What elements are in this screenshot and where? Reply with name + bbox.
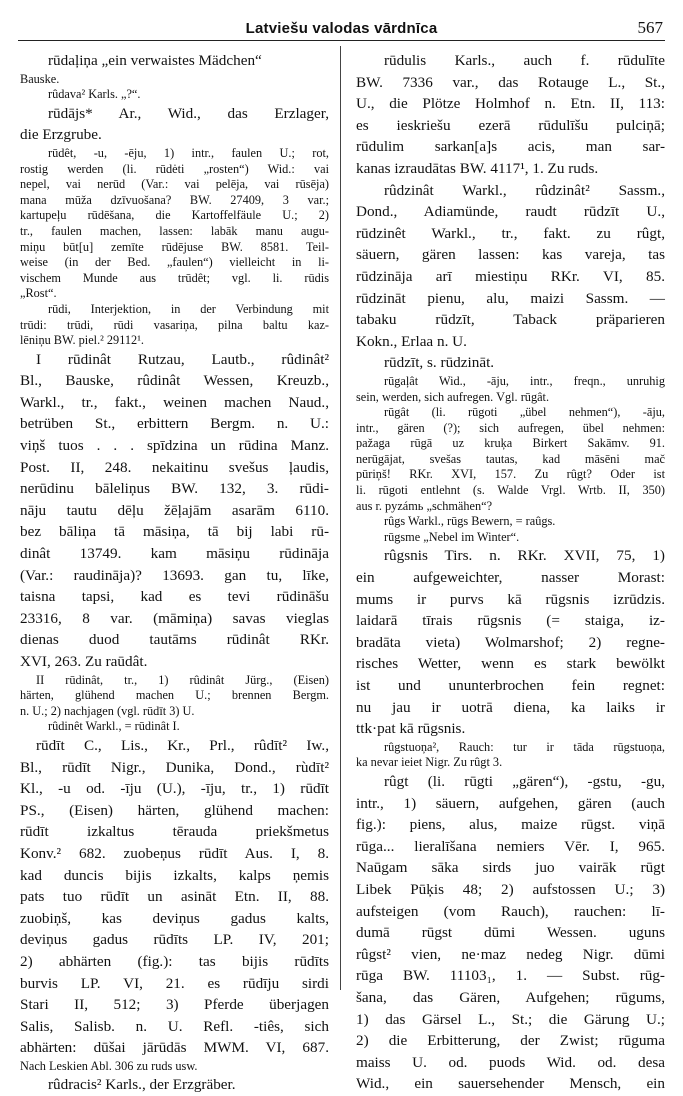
text-line: dinât 13749. kam māsiņu rūdināja — [20, 545, 329, 563]
text-line: betrüben St., erbittern Bergm. n. U.: — [20, 415, 329, 433]
text-line: li. rūgoti entlehnt (s. Walde Vrgl. Wrtb. II, 350) — [356, 483, 665, 498]
text-line: deviņus gadus rūdīts LP. IV, 201; — [20, 931, 329, 949]
text-line: 2) die Erbitterung, der Zwist; rūguma — [356, 1032, 665, 1050]
text-line: nerūdinu bāleliņus BW. 132, 3. rūdi- — [20, 480, 329, 498]
text-line: Bl., rūdīt Nigr., Dunika, Dond., rùdīt² — [20, 758, 329, 776]
text-line: rûgs Warkl., rūgs Bewern, = raûgs. — [384, 514, 556, 529]
text-line: zuobiņš, kas deviņus gadus kalts, — [20, 909, 329, 927]
text-line: ein aufgeweichter, nasser Morast: — [356, 569, 665, 587]
text-line: Stari II, 512; 3) Pferde überjagen — [20, 996, 329, 1014]
text-line: mums ir purvs kā rūgsnis izrūdzis. — [356, 590, 665, 608]
text-line: rūdājs* Ar., Wid., das Erzlager, — [48, 104, 329, 122]
text-line: mana mūža dzīvuošana? BW. 27409, 3 var.; — [20, 192, 329, 207]
text-line: U., die Plötze Holmhof n. Etn. II, 113: — [356, 95, 665, 113]
text-line: lēniņu BW. piel.² 29112¹. — [20, 333, 144, 348]
text-line: 2) abhärten (fig.): tas bijis rūdīts — [20, 952, 329, 970]
text-line: tr., faulen machen, lassen: labāk manu augu- — [20, 223, 329, 238]
text-line: kartupeļu rūdēšana, die Kartoffelfäule U.; 2) — [20, 208, 329, 223]
right-column — [356, 50, 665, 1093]
text-line: tabaku rūdzīt, Taback präparieren — [356, 311, 665, 329]
text-line: dienas duod tautāms rūdinât RKr. — [20, 631, 329, 649]
text-line: Kokn., Erlaa n. U. — [356, 332, 467, 350]
text-line: rûgstuoņa², Rauch: tur ir tāda rūgstuoņa, — [384, 739, 665, 754]
text-line: Kl., -u od. -īju (U.), -īju, tr., 1) rūdīt — [20, 780, 329, 798]
text-line: ka nevar ieiet Nigr. Zu rûgt 3. — [356, 755, 503, 770]
text-line: ist und ununterbrochen fein regnet: — [356, 677, 665, 694]
text-line: šana, das Gären, Aufgehen; rūgums, — [356, 988, 665, 1006]
text-line: rūga... lieralīšana nemiers Vēr. I, 965. — [356, 837, 665, 855]
text-line: rûdinêt Warkl., = rūdinât I. — [48, 719, 180, 734]
text-line: härten, glühend machen U.; brennen Bergm. — [20, 688, 329, 703]
page-header — [18, 18, 665, 41]
text-line: abhärten: dūšai jārūdās MWM. VI, 687. — [20, 1039, 329, 1057]
text-line: bez bāliņa tā māsiņa, tā bij labi rū- — [20, 523, 329, 541]
text-line: kad duncis bijis izkalts, kalps ņemis — [20, 866, 329, 884]
text-line: sein, werden, sich aufregen. Vgl. rūgât. — [356, 389, 550, 404]
text-line: rûdava² Karls. „?“. — [48, 87, 141, 102]
text-line: nāju tautu dēļu žēļajām asarām 6110. — [20, 501, 329, 519]
text-line: pūriņš! RKr. XVI, 157. Zu rûgt? Oder ist — [356, 467, 665, 482]
text-line: rūdzināja arī miestiņu RKr. VI, 85. — [356, 267, 665, 285]
left-column — [20, 50, 329, 1094]
text-line: rūdīt C., Lis., Kr., Prl., rûdīt² Iw., — [36, 736, 329, 754]
text-line: Post. II, 248. nekaitinu svešus ļaudis, — [20, 458, 329, 476]
text-line: risches Wetter, wenn es stark bewölkt — [356, 655, 665, 673]
text-line: aus r. pyzámь „schmähen“? — [356, 498, 493, 513]
text-line: rūdīt izkaltus tērauda priekšmetus — [20, 823, 329, 841]
text-line: miņu būt[u] zemīte rūdējuse BW. 8581. Teil- — [20, 239, 329, 254]
text-line: rûdzinât Warkl., rûdzinât² Sassm., — [384, 181, 665, 199]
text-line: rūdêt, -u, -ēju, 1) intr., faulen U.; rot, — [48, 145, 329, 160]
text-line: rûgsnis Tirs. n. RKr. XVII, 75, 1) — [384, 547, 665, 565]
text-line: I rūdinât Rutzau, Lautb., rûdinât² — [36, 350, 329, 368]
text-line: säuern, gären lassen: kas vareja, tas — [356, 246, 665, 264]
text-line: rûgst² vien, ne·maz nedeg Nigr. dūmi — [356, 945, 665, 963]
text-line: rūdulim sarkan[a]s acis, man sar- — [356, 138, 665, 156]
text-line: rūgât (li. rūgoti „übel nehmen“), -āju, — [384, 405, 665, 420]
text-line: Bauske. — [20, 71, 60, 86]
text-line: maiss U. od. puods Wid. od. desa — [356, 1053, 665, 1071]
text-line: PS., (Eisen) härten, glühend machen: — [20, 801, 329, 819]
text-line: viņš tuos . . . spīdzina un rūdina Manz. — [20, 437, 329, 455]
text-line: II rūdinât, tr., 1) rûdinât Jürg., (Eisen) — [36, 672, 329, 687]
text-line: dumā rūgst dūmi Wessen. uguns — [356, 924, 665, 942]
text-line: Libek Pūķis 48; 2) aufstossen U.; 3) — [356, 880, 665, 898]
text-line: kanas izraudātas BW. 4117¹, 1. Zu ruds. — [356, 159, 599, 177]
text-line: rūdi, Interjektion, in der Verbindung mit — [48, 301, 329, 316]
text-line: burvis LP. VI, 21. es rūdīju sirdi — [20, 974, 329, 992]
text-line: Bl., Bauske, rûdinât Wessen, Kreuzb., — [20, 372, 329, 390]
text-line: rostig werden (li. rūdėti „rosten“) Wid.: vai — [20, 161, 329, 176]
text-line: bradāta vieta) Wolmarshof; 2) regne- — [356, 633, 665, 651]
text-line: rūgsme „Nebel im Winter“. — [384, 529, 520, 544]
text-line: n. U.; 2) nachjagen (vgl. rūdīt 3) U. — [20, 703, 195, 718]
text-line: 23316, 8 var. (māmiņa) savas vieglas — [20, 609, 329, 627]
text-line: laidarā tīrais rūgsnis (= staiga, iz- — [356, 612, 665, 630]
text-line: taisna tapsi, kad es tevi rūdināšu — [20, 588, 329, 606]
text-line: XVI, 263. Zu raūdât. — [20, 653, 148, 670]
text-line: nerūgājat, svešas tautas, kad māsēni mač — [356, 451, 665, 466]
text-line: Wid., ein sauersehender Mensch, ein — [356, 1075, 665, 1093]
text-line: weise (in der Bed. „faulen“) vielleicht in li- — [20, 255, 329, 270]
text-line: Salis, Salisb. n. U. Refl. -tiês, sich — [20, 1017, 329, 1035]
running-title: Latviešu valodas vārdnīca — [245, 20, 438, 37]
text-line: rūgaļât Wid., -āju, intr., freqn., unruhig — [384, 373, 665, 388]
text-line: Dond., Adiamünde, raudt rūdzīt U., — [356, 203, 665, 221]
text-line: fig.): piens, alus, maize rūgst. viņā — [356, 816, 665, 834]
text-line: (Var.: raudināja)? 13693. gan tu, līke, — [20, 566, 329, 584]
text-line: rūdzīt, s. rūdzināt. — [384, 354, 495, 372]
text-line: aufsteigen (vom Rauch), rauchen: lī- — [356, 902, 665, 920]
text-line: ttk·pat kā rūgsnis. — [356, 720, 466, 738]
text-line: es ieskriešu ezerā rūdulīšu pulciņā; — [356, 116, 665, 134]
text-line: rûdracis² Karls., der Erzgräber. — [48, 1076, 236, 1094]
page-number: 567 — [637, 18, 663, 37]
text-line: intr., gären (?); sich aufregen, übel nehmen: — [356, 420, 665, 435]
text-line: intr., 1) säuern, aufgehen, gären (auch — [356, 794, 665, 812]
text-line: die Erzgrube. — [20, 126, 102, 144]
text-line: pažaga rūgā uz kruķa Birkert Sakāmv. 91. — [356, 436, 665, 451]
text-line: nepel, vai nerūd (Var.: vai pelēja, vai rūsēja) — [20, 177, 329, 192]
text-line: rūdzināt pienu, alu, maizi Sassm. — — [356, 289, 665, 307]
text-line: Naūgam sāka sirds juo vairāk rūgt — [356, 859, 665, 877]
text-line: rūdulis Karls., auch f. rūdulīte — [384, 52, 665, 69]
text-line: nu jau ir uotrā diena, ka laiks ir — [356, 698, 665, 716]
text-line: Konv.² 682. zuobeņus rūdīt Aus. I, 8. — [20, 844, 329, 862]
text-line: rūdzinêt Warkl., tr., fakt. zu rûgt, — [356, 224, 665, 242]
text-line: trūdi: trūdi, rūdi vasariņa, pilna baltu kaz- — [20, 317, 329, 332]
text-line: pats tuo rūdīt un asināt Etn. II, 88. — [20, 888, 329, 906]
text-line: BW. 7336 var., das Rotauge L., St., — [356, 73, 665, 91]
text-line: vischem Munde aus trūdêt; vgl. li. rūdis — [20, 270, 329, 285]
column-divider — [340, 46, 341, 990]
text-line: „Rost“. — [20, 286, 57, 301]
text-line: Warkl., tr., fakt., weinen machen Naud., — [20, 393, 329, 411]
text-line: rûgt (li. rūgti „gären“), -gstu, -gu, — [384, 772, 665, 790]
text-line: rūdaļiņa „ein verwaistes Mädchen“ — [48, 52, 262, 69]
text-line: Nach Leskien Abl. 306 zu ruds usw. — [20, 1058, 198, 1073]
text-line: 1) das Gärsel L., St.; die Gärung U.; — [356, 1010, 665, 1028]
text-line: rūga BW. 11103₁, 1. — Subst. rūg- — [356, 967, 665, 985]
